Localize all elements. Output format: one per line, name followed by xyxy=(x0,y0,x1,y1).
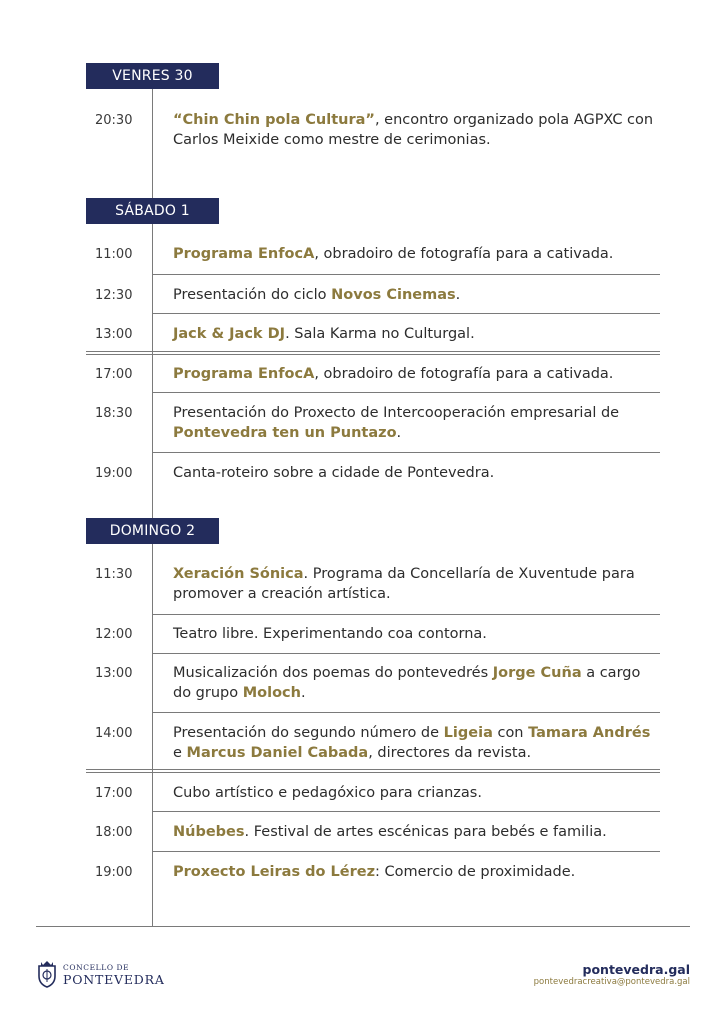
event-description xyxy=(173,244,658,264)
event-text: , obradoiro de fotografía para a cativada. xyxy=(314,246,614,262)
session-divider xyxy=(86,351,660,355)
event-text: Presentación do ciclo xyxy=(173,287,332,303)
event-time: 19:00 xyxy=(95,865,133,880)
row-divider xyxy=(152,811,660,812)
event-text: Presentación do Proxecto de Intercooperación empresarial de xyxy=(173,405,620,421)
event-time: 11:30 xyxy=(95,567,133,582)
event-description xyxy=(173,463,658,483)
event-highlight: Programa EnfocA xyxy=(173,366,315,382)
event-highlight: Núbebes xyxy=(173,824,245,840)
event-text: , obradoiro de fotografía para a cativada. xyxy=(314,366,614,382)
event-time: 13:00 xyxy=(95,327,133,342)
row-divider xyxy=(152,452,660,453)
session-divider xyxy=(86,769,660,773)
event-text: e xyxy=(173,745,187,761)
event-time: 17:00 xyxy=(95,367,133,382)
event-text: , directores da revista. xyxy=(368,745,532,761)
event-description xyxy=(173,862,658,882)
day-header: DOMINGO 2 xyxy=(86,518,219,544)
row-divider xyxy=(152,712,660,713)
event-highlight: Programa EnfocA xyxy=(173,246,315,262)
event-time: 11:00 xyxy=(95,247,133,262)
day-header: SÁBADO 1 xyxy=(86,198,219,224)
event-highlight: Ligeia xyxy=(443,725,493,741)
event-highlight: Proxecto Leiras do Lérez xyxy=(173,864,376,880)
event-text: . xyxy=(396,425,402,441)
event-description xyxy=(173,624,658,644)
website-link[interactable]: pontevedra.gal xyxy=(582,962,690,977)
event-text: . Programa da Concellaría de Xuventude para promover a creación artística. xyxy=(173,566,635,602)
event-highlight: Jorge Cuña xyxy=(492,665,582,681)
event-time: 14:00 xyxy=(95,726,133,741)
row-divider xyxy=(152,653,660,654)
event-text: . xyxy=(300,685,306,701)
event-time: 13:00 xyxy=(95,666,133,681)
event-time: 18:30 xyxy=(95,406,133,421)
event-highlight: Pontevedra ten un Puntazo xyxy=(173,425,397,441)
coat-of-arms-icon xyxy=(36,960,58,988)
event-text: . Sala Karma no Culturgal. xyxy=(285,326,475,342)
row-divider xyxy=(152,313,660,314)
event-description xyxy=(173,822,658,842)
event-time: 19:00 xyxy=(95,466,133,481)
event-time: 12:00 xyxy=(95,627,133,642)
event-text: , encontro organizado pola AGPXC con Carlos Meixide como mestre de cerimonias. xyxy=(173,112,654,148)
event-description xyxy=(173,110,658,150)
logo-text-small: CONCELLO DE xyxy=(63,963,130,972)
event-highlight: Jack & Jack DJ xyxy=(173,326,286,342)
event-text: . xyxy=(455,287,461,303)
event-text: Musicalización dos poemas do pontevedrés xyxy=(173,665,493,681)
event-highlight: “Chin Chin pola Cultura” xyxy=(173,112,375,128)
event-description xyxy=(173,285,658,305)
event-text: con xyxy=(492,725,529,741)
row-divider xyxy=(152,274,660,275)
event-description xyxy=(173,403,658,443)
event-description xyxy=(173,324,658,344)
event-text: Canta-roteiro sobre a cidade de Pontevedra. xyxy=(173,465,495,481)
event-highlight: Novos Cinemas xyxy=(331,287,456,303)
event-time: 17:00 xyxy=(95,786,133,801)
row-divider xyxy=(152,851,660,852)
event-description xyxy=(173,723,658,763)
event-text: Presentación do segundo número de xyxy=(173,725,444,741)
email-link[interactable]: pontevedracreativa@pontevedra.gal xyxy=(533,977,690,987)
event-description xyxy=(173,564,658,604)
concello-logo xyxy=(36,960,196,992)
event-highlight: Moloch xyxy=(242,685,301,701)
event-text: a cargo do grupo xyxy=(173,665,641,701)
row-divider xyxy=(152,392,660,393)
event-text: . Festival de artes escénicas para bebés e familia. xyxy=(244,824,607,840)
event-description xyxy=(173,783,658,803)
event-text: Teatro libre. Experimentando coa contorna. xyxy=(173,626,487,642)
logo-text-big: PONTEVEDRA xyxy=(63,972,165,987)
event-time: 12:30 xyxy=(95,288,133,303)
event-time: 18:00 xyxy=(95,825,133,840)
footer-rule xyxy=(36,926,690,927)
event-description xyxy=(173,663,658,703)
event-highlight: Tamara Andrés xyxy=(528,725,651,741)
event-highlight: Xeración Sónica xyxy=(173,566,304,582)
event-text: : Comercio de proximidade. xyxy=(375,864,576,880)
day-header: VENRES 30 xyxy=(86,63,219,89)
row-divider xyxy=(152,614,660,615)
event-description xyxy=(173,364,658,384)
event-text: Cubo artístico e pedagóxico para crianzas. xyxy=(173,785,482,801)
event-time: 20:30 xyxy=(95,113,133,128)
event-highlight: Marcus Daniel Cabada xyxy=(186,745,369,761)
